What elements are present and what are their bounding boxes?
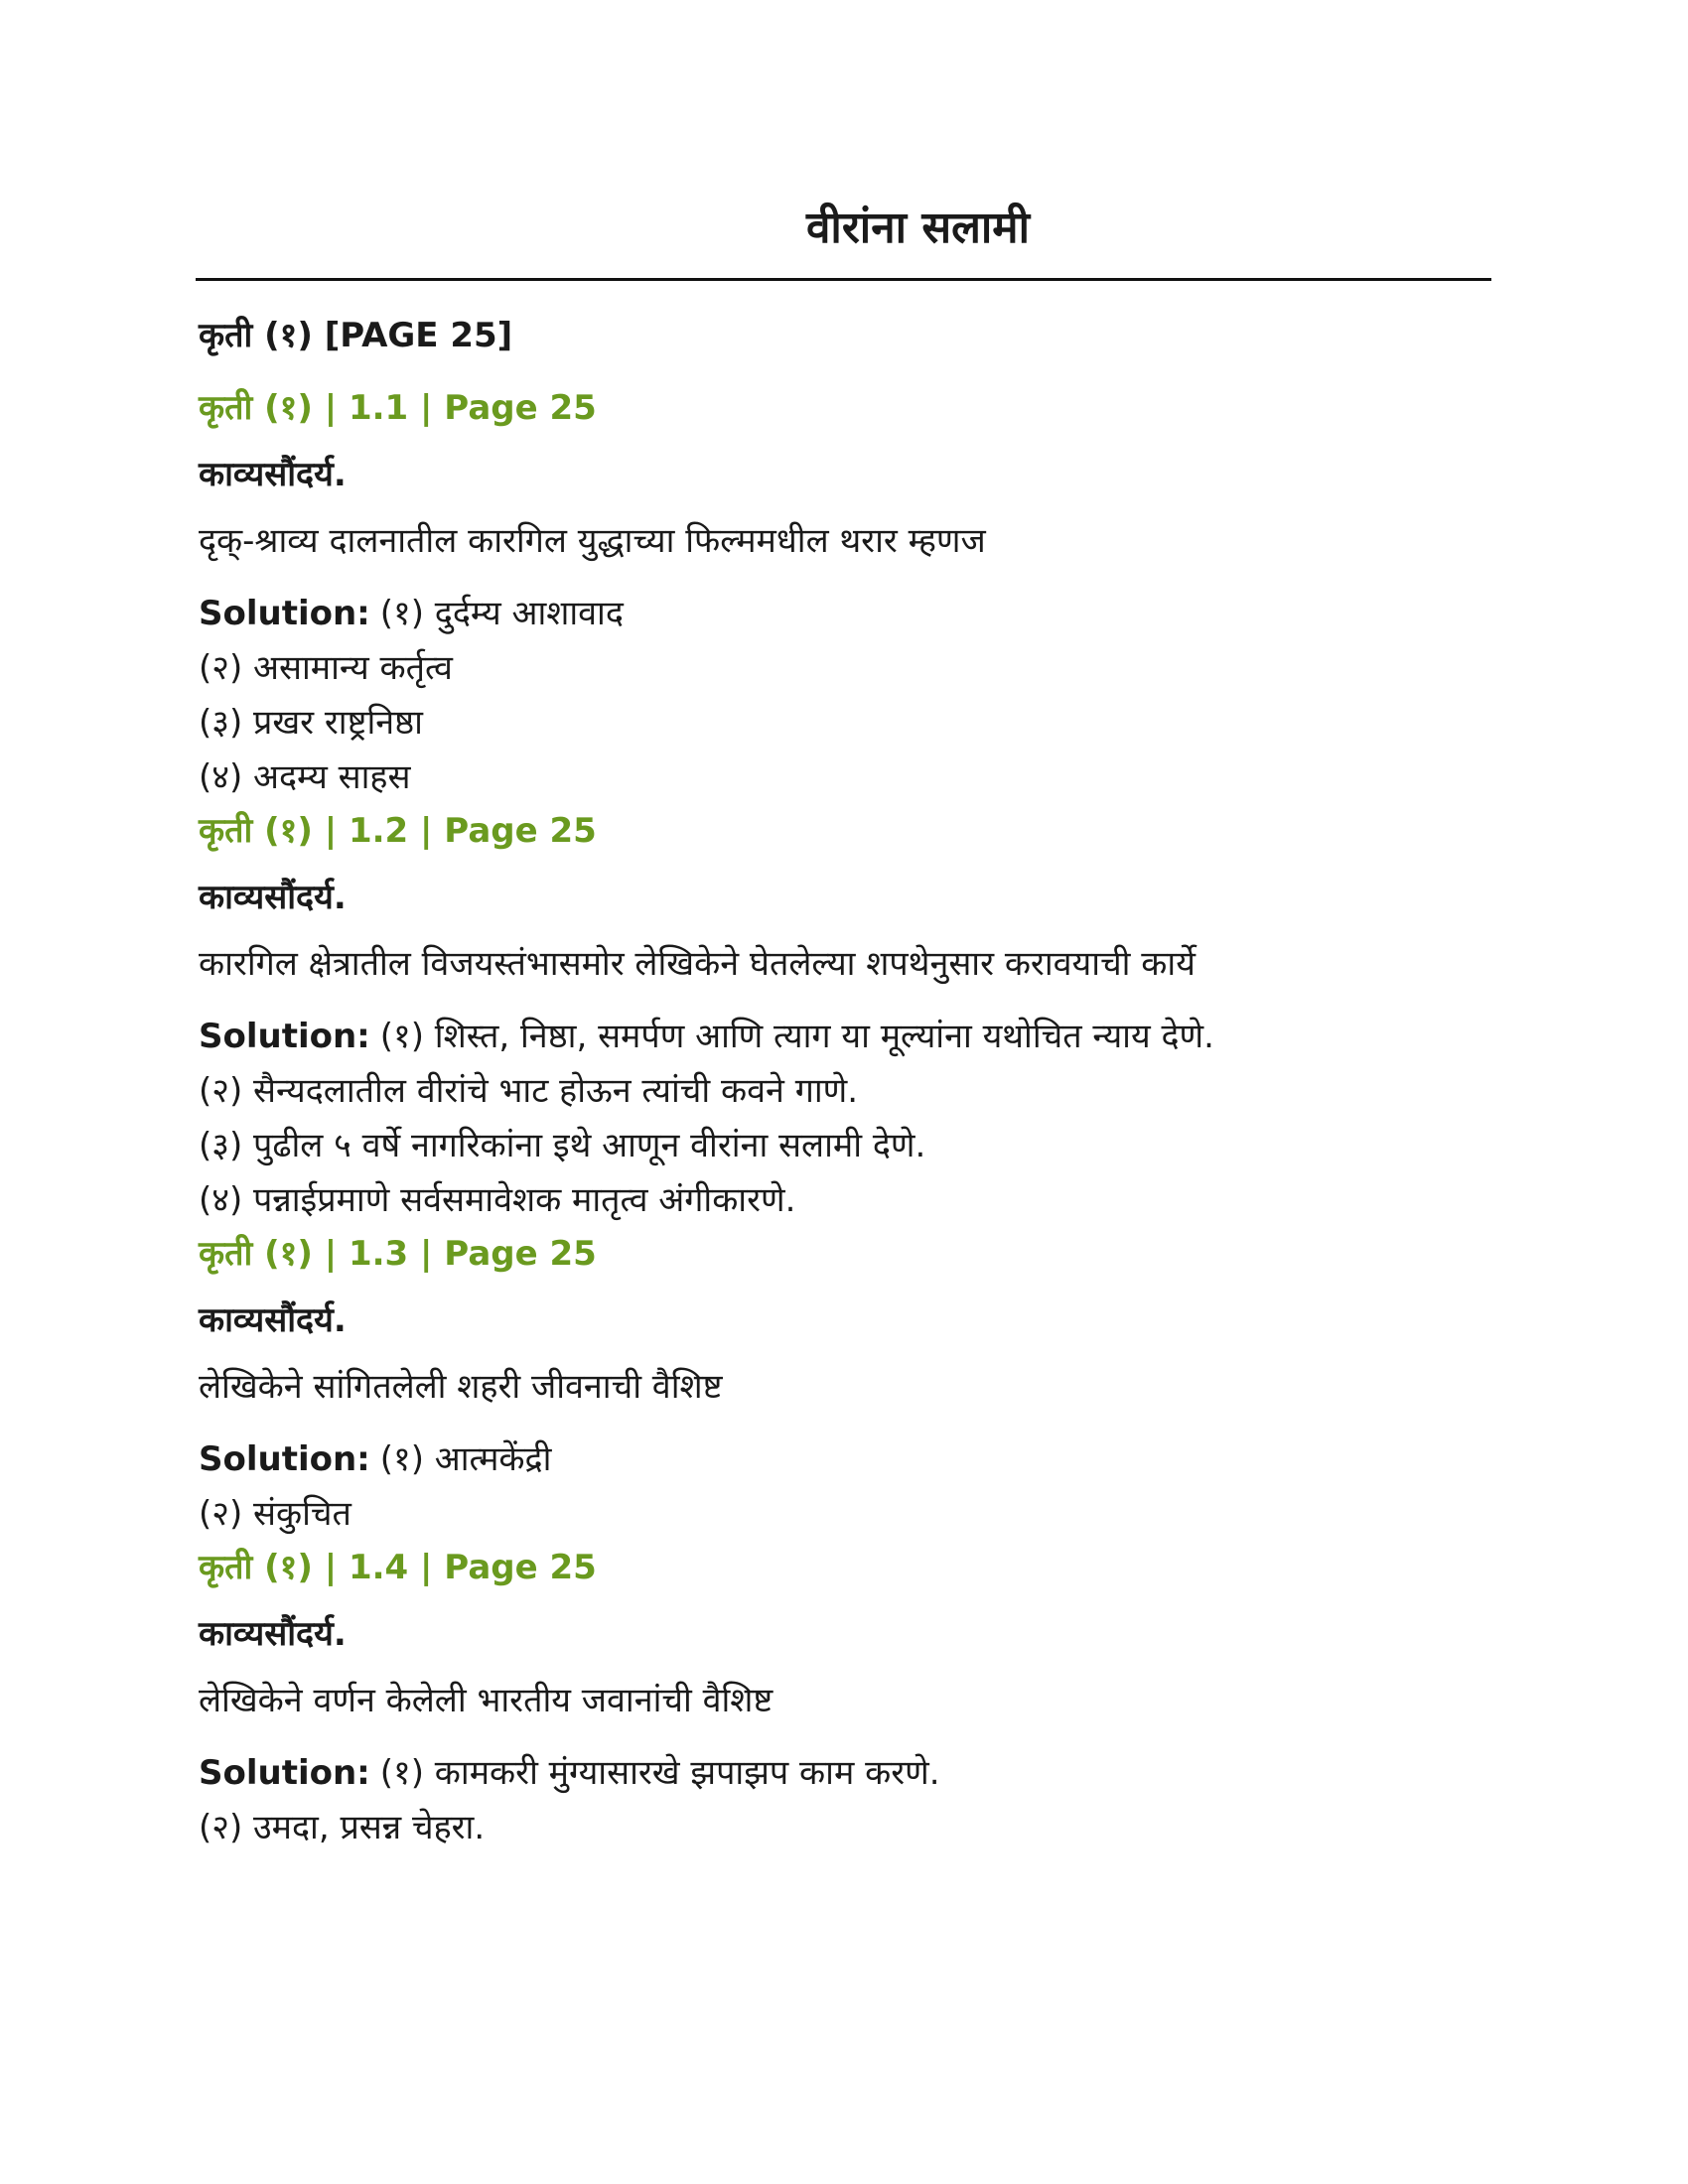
answer-item: (१) कामकरी मुंग्यासारखे झपाझप काम करणे. <box>379 1753 940 1793</box>
solution-block <box>199 587 1479 805</box>
title-divider <box>196 278 1491 281</box>
question-text: लेखिकेने सांगितलेली शहरी जीवनाची वैशिष्ट <box>199 1367 723 1407</box>
solution-line <box>199 1010 1479 1064</box>
solution-label: Solution: <box>199 594 370 633</box>
solution-block <box>199 1433 1479 1542</box>
document-page <box>196 194 1486 1847</box>
answer-item: (२) संकुचित <box>199 1494 352 1534</box>
question-text: कारगिल क्षेत्रातील विजयस्तंभासमोर लेखिकेने घेतलेल्या शपथेनुसार करावयाची कार्ये <box>199 944 1196 984</box>
answer-item: (२) उमदा, प्रसन्न चेहरा. <box>199 1808 486 1847</box>
question-heading: कृती (१) | 1.3 | Page 25 <box>199 1234 597 1274</box>
page-title: वीरांना सलामी <box>805 203 1031 253</box>
solution-line <box>199 1746 1479 1801</box>
answer-item: (२) असामान्य कर्तृत्व <box>199 648 453 688</box>
question-section <box>199 382 1479 805</box>
question-type: काव्यसौंदर्य. <box>199 455 347 494</box>
answer-item: (१) शिस्त, निष्ठा, समर्पण आणि त्याग या मूल्यांना यथोचित न्याय देणे. <box>379 1017 1214 1056</box>
chapter-heading: कृती (१) [PAGE 25] <box>199 316 513 355</box>
answer-item: (४) अदम्य साहस <box>199 757 411 797</box>
answer-item: (२) सैन्यदलातील वीरांचे भाट होऊन त्यांची कवने गाणे. <box>199 1071 859 1111</box>
answer-item: (१) आत्मकेंद्री <box>379 1439 552 1479</box>
question-text: दृक्-श्राव्य दालनातील कारगिल युद्धाच्या फिल्ममधील थरार म्हणज <box>199 521 986 561</box>
question-section <box>199 1228 1479 1542</box>
question-heading: कृती (१) | 1.4 | Page 25 <box>199 1548 597 1587</box>
question-heading: कृती (१) | 1.2 | Page 25 <box>199 811 597 851</box>
solution-block <box>199 1010 1479 1228</box>
question-type: काव्यसौंदर्य. <box>199 1614 347 1654</box>
question-section <box>199 805 1479 1228</box>
solution-line <box>199 587 1479 641</box>
solution-label: Solution: <box>199 1017 370 1056</box>
solution-block <box>199 1746 1479 1855</box>
question-type: काव्यसौंदर्य. <box>199 1300 347 1340</box>
question-text: लेखिकेने वर्णन केलेली भारतीय जवानांची वैशिष्ट <box>199 1681 774 1720</box>
solution-line <box>199 1433 1479 1487</box>
question-list <box>199 382 1479 1855</box>
solution-label: Solution: <box>199 1439 370 1479</box>
answer-item: (३) पुढील ५ वर्षे नागरिकांना इथे आणून वीरांना सलामी देणे. <box>199 1126 926 1165</box>
answer-item: (३) प्रखर राष्ट्रनिष्ठा <box>199 703 423 743</box>
solution-label: Solution: <box>199 1753 370 1793</box>
question-type: काव्यसौंदर्य. <box>199 878 347 917</box>
answer-item: (४) पन्नाईप्रमाणे सर्वसमावेशक मातृत्व अंगीकारणे. <box>199 1180 796 1220</box>
question-heading: कृती (१) | 1.1 | Page 25 <box>199 388 597 428</box>
answer-item: (१) दुर्दम्य आशावाद <box>379 594 624 633</box>
question-section <box>199 1542 1479 1855</box>
